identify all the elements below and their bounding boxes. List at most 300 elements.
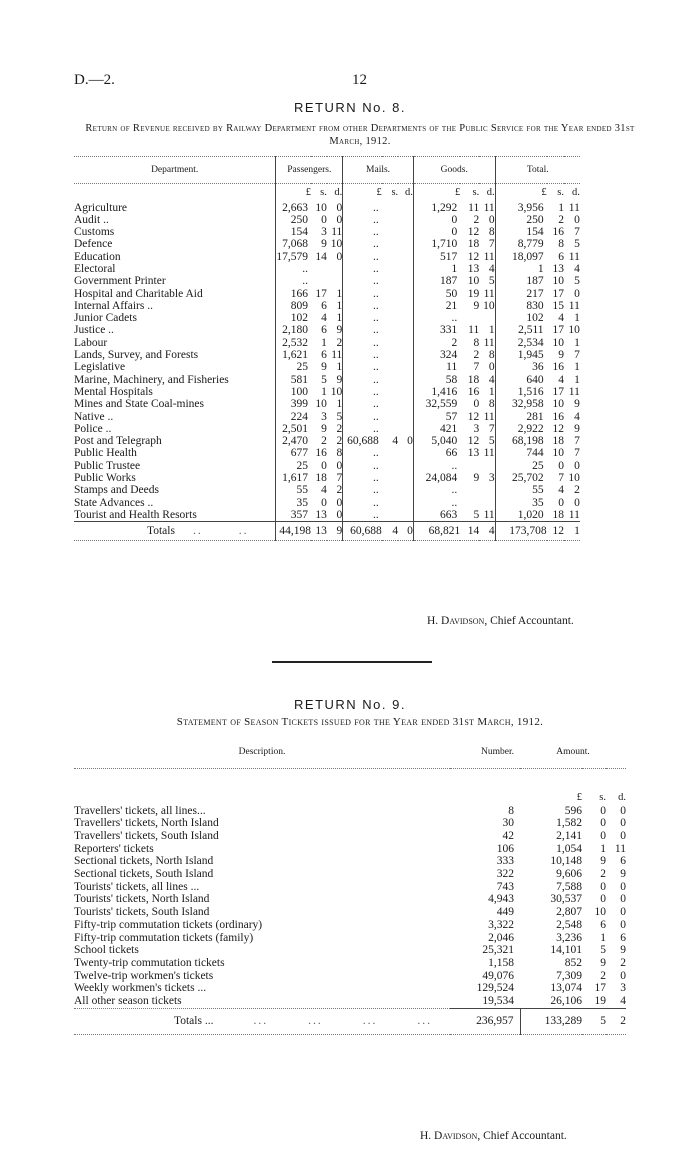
- grand-total-pounds: 173,708: [495, 522, 546, 541]
- goods-shillings: 11: [468, 201, 480, 214]
- goods-pounds: ..: [413, 484, 460, 496]
- mail-pence: [398, 312, 413, 324]
- goods-pounds: 1,710: [413, 238, 460, 250]
- table-row: [74, 472, 640, 484]
- table-row: [74, 312, 640, 324]
- total-pence: 5: [574, 275, 580, 288]
- mail-shillings: [382, 324, 398, 336]
- mail-pounds: ..: [343, 263, 382, 275]
- department-name: Public Health: [74, 447, 137, 460]
- goods-pence: 11: [483, 250, 495, 263]
- pass-pence: 9: [336, 324, 343, 337]
- total-shillings: 10: [552, 275, 564, 288]
- pass-pence: 1: [336, 361, 343, 374]
- department-name: Junior Cadets: [74, 312, 137, 325]
- total-pounds: 250: [495, 214, 546, 226]
- goods-pence: 11: [483, 508, 495, 521]
- ticket-number: 743: [496, 880, 514, 893]
- pass-pounds: 1,621: [276, 349, 311, 361]
- col-passengers: Passengers.: [276, 157, 343, 184]
- table-row: [74, 460, 640, 472]
- table-row: [74, 423, 640, 435]
- pass-shillings: 9: [321, 238, 327, 251]
- department-name: Police ..: [74, 422, 112, 435]
- goods-pounds: 11: [413, 361, 460, 373]
- goods-pence: 7: [488, 238, 495, 251]
- pass-pence: 0: [336, 508, 343, 521]
- signature-name: H. Davidson,: [420, 1130, 481, 1142]
- total-pounds: 55: [495, 484, 546, 496]
- goods-pounds: 0: [413, 226, 460, 238]
- total-shillings: 0: [558, 459, 564, 472]
- mail-pounds: ..: [343, 497, 382, 509]
- list-item: [74, 855, 626, 868]
- amount-pence: 0: [620, 969, 626, 982]
- ticket-number: 449: [496, 906, 514, 919]
- pass-pounds: ..: [276, 263, 311, 275]
- total-pence: 11: [568, 250, 580, 263]
- goods-pence: [479, 484, 495, 496]
- amount-pence: 0: [620, 880, 626, 893]
- ticket-description: All other season tickets: [74, 995, 182, 1008]
- total-amount-pounds: 133,289: [520, 1008, 582, 1034]
- amount-pence: 0: [620, 804, 626, 817]
- goods-shillings: 5: [473, 508, 480, 521]
- goods-pounds: 50: [413, 288, 460, 300]
- table-row: [74, 238, 640, 250]
- total-pence: 7: [574, 447, 580, 460]
- signature-name: H. Davidson,: [427, 615, 488, 627]
- pass-pence: 8: [336, 447, 343, 460]
- mail-pence: [398, 472, 413, 484]
- department-name: Customs: [74, 226, 115, 239]
- pass-pence: 7: [336, 472, 343, 485]
- total-shillings: 2: [558, 213, 564, 226]
- goods-pence: 11: [483, 201, 495, 214]
- ticket-description: Sectional tickets, South Island: [74, 868, 214, 881]
- ticket-description: Tourists' tickets, North Island: [74, 893, 210, 906]
- mail-pounds: ..: [343, 300, 382, 312]
- goods-pence: 8: [488, 349, 495, 362]
- amount-pounds: 596: [564, 804, 582, 817]
- total-shillings: 4: [558, 312, 564, 325]
- totals-label: Totals: [147, 525, 175, 538]
- ticket-number: 322: [496, 868, 514, 881]
- total-goods-shillings: 14: [460, 522, 479, 541]
- totals-row: Totals ... ... ... ... ... 236,957 133,289 5 2: [74, 1008, 626, 1034]
- table-row: [74, 411, 640, 423]
- mail-shillings: [382, 497, 398, 509]
- total-goods-pence: 4: [479, 522, 495, 541]
- table-row: [74, 324, 640, 336]
- pass-pounds: 35: [276, 497, 311, 509]
- table-row: [74, 398, 640, 410]
- mail-shillings: [382, 361, 398, 373]
- total-number: 236,957: [450, 1008, 520, 1034]
- mail-pence: [398, 484, 413, 496]
- amount-pence: 0: [620, 893, 626, 906]
- goods-pounds: 58: [413, 374, 460, 386]
- department-name: Education: [74, 250, 121, 263]
- lsd-pence: d.: [404, 186, 413, 198]
- mail-pence: [398, 509, 413, 522]
- mail-shillings: [382, 484, 398, 496]
- amount-pounds: 7,588: [556, 880, 582, 893]
- total-pence: 0: [574, 496, 580, 509]
- mail-pounds: ..: [343, 288, 382, 300]
- ticket-number: 42: [502, 829, 514, 842]
- pass-pounds: 809: [276, 300, 311, 312]
- pass-shillings: [311, 275, 327, 287]
- total-pounds: 68,198: [495, 435, 546, 447]
- mail-pence: [398, 386, 413, 398]
- goods-shillings: 18: [467, 373, 480, 386]
- amount-shillings: 0: [600, 880, 606, 893]
- pass-shillings: 6: [321, 349, 327, 362]
- total-goods-pounds: 68,821: [413, 522, 460, 541]
- mail-pence: [398, 349, 413, 361]
- col-goods: Goods.: [413, 157, 495, 184]
- lsd-shilling: s.: [557, 186, 564, 198]
- total-pounds: 1,516: [495, 386, 546, 398]
- mail-pence: [398, 460, 413, 472]
- total-shillings: 18: [552, 435, 564, 448]
- pass-pounds: 7,068: [276, 238, 311, 250]
- goods-pence: [479, 312, 495, 324]
- mail-pence: [398, 324, 413, 336]
- pass-pence: 2: [336, 435, 343, 448]
- table-row: [74, 374, 640, 386]
- goods-shillings: 9: [473, 472, 480, 485]
- mail-pounds: ..: [343, 509, 382, 522]
- total-pounds: 25: [495, 460, 546, 472]
- total-shillings: 16: [552, 410, 564, 423]
- list-item: [74, 932, 626, 945]
- mail-shillings: [382, 288, 398, 300]
- goods-pounds: 324: [413, 349, 460, 361]
- pass-pounds: 677: [276, 447, 311, 459]
- mail-pence: [398, 288, 413, 300]
- ticket-description: Tourists' tickets, all lines ...: [74, 880, 200, 893]
- list-item: [74, 893, 626, 906]
- goods-shillings: [460, 460, 479, 472]
- total-amount-pence: 2: [606, 1008, 626, 1034]
- total-pounds: 8,779: [495, 238, 546, 250]
- department-name: Marine, Machinery, and Fisheries: [74, 373, 229, 386]
- amount-pence: 11: [614, 842, 626, 855]
- ticket-number: 106: [496, 842, 514, 855]
- goods-pounds: 5,040: [413, 435, 460, 447]
- mail-shillings: [382, 509, 398, 522]
- goods-pounds: 32,559: [413, 398, 460, 410]
- mail-shillings: [382, 312, 398, 324]
- amount-pence: 0: [620, 906, 626, 919]
- total-shillings: 17: [552, 324, 564, 337]
- pass-shillings: 5: [321, 373, 327, 386]
- mail-pounds: ..: [343, 361, 382, 373]
- amount-pounds: 10,148: [550, 855, 582, 868]
- department-name: Justice ..: [74, 324, 114, 337]
- mail-pounds: 60,688: [343, 435, 382, 447]
- total-pence: 1: [574, 361, 580, 374]
- goods-pence: [479, 497, 495, 509]
- department-name: Electoral: [74, 262, 116, 275]
- mail-shillings: [382, 238, 398, 250]
- department-name: Lands, Survey, and Forests: [74, 349, 199, 362]
- total-pence: 0: [574, 459, 580, 472]
- total-mail-pence: 0: [398, 522, 413, 541]
- total-pounds: 1: [495, 263, 546, 275]
- ticket-number: 333: [496, 855, 514, 868]
- amount-pounds: 9,606: [556, 868, 582, 881]
- pass-pounds: 250: [276, 214, 311, 226]
- mail-pounds: ..: [343, 312, 382, 324]
- list-item: [74, 995, 626, 1008]
- total-shillings: 16: [552, 226, 564, 239]
- ticket-number: 49,076: [482, 969, 514, 982]
- goods-pence: 4: [488, 262, 495, 275]
- total-shillings: 13: [552, 262, 564, 275]
- mail-shillings: 4: [392, 435, 399, 448]
- ticket-description: Weekly workmen's tickets ...: [74, 982, 207, 995]
- amount-pounds: 30,537: [550, 893, 582, 906]
- list-item: [74, 970, 626, 983]
- pass-pounds: 2,663: [276, 202, 311, 214]
- pass-shillings: 6: [321, 324, 327, 337]
- goods-pence: 0: [488, 213, 495, 226]
- amount-pounds: 3,236: [556, 931, 582, 944]
- mail-pence: [398, 251, 413, 263]
- mail-pence: [398, 214, 413, 226]
- pass-pounds: 154: [276, 226, 311, 238]
- goods-shillings: [460, 312, 479, 324]
- col-description: Description.: [74, 736, 450, 769]
- goods-shillings: 11: [468, 324, 480, 337]
- mail-shillings: [382, 460, 398, 472]
- pass-pence: 5: [336, 410, 343, 423]
- mail-pounds: ..: [343, 337, 382, 349]
- return9-title: RETURN No. 9.: [294, 697, 406, 712]
- total-shillings: 10: [552, 336, 564, 349]
- ticket-description: Travellers' tickets, South Island: [74, 829, 219, 842]
- mail-pence: [398, 411, 413, 423]
- mail-shillings: [382, 226, 398, 238]
- amount-pounds: 1,582: [556, 817, 582, 830]
- table-row: [74, 251, 640, 263]
- table-row: [74, 226, 640, 238]
- totals-label: Totals ...: [174, 1014, 214, 1027]
- goods-pounds: 24,084: [413, 472, 460, 484]
- mail-pounds: ..: [343, 238, 382, 250]
- page-number: 12: [352, 72, 367, 88]
- pass-pence: 10: [330, 385, 343, 398]
- pass-pence: 2: [336, 484, 343, 497]
- pass-shillings: 16: [315, 447, 327, 460]
- table-row: [74, 300, 640, 312]
- grand-total-pence: 1: [564, 522, 580, 541]
- mail-pounds: ..: [343, 324, 382, 336]
- return8-subtitle: Return of Revenue received by Railway Department from other Departments of the Public Service for the Year ended 31st March, 1912.: [85, 123, 635, 147]
- lsd-shilling: s.: [320, 186, 327, 198]
- goods-pence: 8: [488, 226, 495, 239]
- goods-shillings: 12: [467, 410, 480, 423]
- department-name: Defence: [74, 238, 113, 251]
- total-pounds: 744: [495, 447, 546, 459]
- mail-shillings: [382, 263, 398, 275]
- goods-shillings: 12: [467, 435, 480, 448]
- amount-shillings: 10: [594, 906, 606, 919]
- pass-shillings: 6: [321, 299, 327, 312]
- ticket-description: School tickets: [74, 944, 139, 957]
- list-item: [74, 906, 626, 919]
- lsd-pound: £: [495, 184, 546, 202]
- amount-pence: 9: [620, 868, 626, 881]
- goods-shillings: 2: [473, 349, 480, 362]
- amount-shillings: 9: [600, 855, 606, 868]
- amount-pence: 0: [620, 918, 626, 931]
- goods-shillings: 10: [467, 275, 480, 288]
- mail-pence: [398, 275, 413, 287]
- goods-pence: 8: [488, 398, 495, 411]
- department-name: Hospital and Charitable Aid: [74, 287, 203, 300]
- total-shillings: 1: [558, 201, 564, 214]
- signature-title: Chief Accountant.: [490, 615, 574, 627]
- amount-pence: 4: [620, 995, 626, 1008]
- mail-shillings: [382, 423, 398, 435]
- pass-pence: [327, 263, 343, 275]
- goods-pounds: 663: [413, 509, 460, 522]
- pass-pounds: 224: [276, 411, 311, 423]
- total-pounds: 1,020: [495, 509, 546, 522]
- goods-pounds: 21: [413, 300, 460, 312]
- pass-shillings: [311, 263, 327, 275]
- pass-pounds: 102: [276, 312, 311, 324]
- table-row: [74, 349, 640, 361]
- pass-pence: 11: [331, 226, 343, 239]
- total-shillings: 8: [558, 238, 564, 251]
- goods-pounds: 1,416: [413, 386, 460, 398]
- pass-shillings: 4: [321, 312, 327, 325]
- pass-shillings: 3: [321, 410, 327, 423]
- lsd-shilling: s.: [391, 186, 399, 198]
- total-shillings: 7: [558, 472, 564, 485]
- list-item: [74, 919, 626, 932]
- department-name: Internal Affairs ..: [74, 299, 153, 312]
- mail-shillings: [382, 337, 398, 349]
- mail-pence: [398, 374, 413, 386]
- mail-pounds: ..: [343, 411, 382, 423]
- amount-pounds: 26,106: [550, 995, 582, 1008]
- table-row: [74, 214, 640, 226]
- department-name: Agriculture: [74, 201, 128, 214]
- table-row: [74, 447, 640, 459]
- pass-shillings: 10: [315, 398, 327, 411]
- department-name: Legislative: [74, 361, 126, 374]
- list-item: [74, 944, 626, 957]
- goods-pence: 11: [483, 336, 495, 349]
- signature-title: Chief Accountant.: [483, 1130, 567, 1142]
- goods-pounds: 517: [413, 251, 460, 263]
- goods-shillings: [460, 497, 479, 509]
- table-row: [74, 484, 640, 496]
- lsd-pence: d.: [334, 186, 343, 198]
- total-mail-shillings: 4: [382, 522, 398, 541]
- pass-pounds: 2,470: [276, 435, 311, 447]
- goods-pounds: 57: [413, 411, 460, 423]
- total-pounds: 187: [495, 275, 546, 287]
- ticket-description: Fifty-trip commutation tickets (ordinary): [74, 918, 263, 931]
- lsd-pound: £: [413, 184, 460, 202]
- mail-shillings: [382, 447, 398, 459]
- amount-shillings: 1: [600, 931, 606, 944]
- pass-pounds: 2,180: [276, 324, 311, 336]
- department-name: Stamps and Deeds: [74, 484, 159, 497]
- season-tickets-table: [74, 736, 626, 1035]
- section-divider: [272, 661, 432, 663]
- goods-shillings: 12: [467, 250, 480, 263]
- amount-pounds: 13,074: [550, 982, 582, 995]
- pass-pounds: 100: [276, 386, 311, 398]
- pass-pounds: 357: [276, 509, 311, 522]
- goods-pounds: 0: [413, 214, 460, 226]
- lsd-pence: d.: [618, 791, 626, 803]
- total-pence: 11: [568, 299, 580, 312]
- lsd-shilling: s.: [599, 791, 606, 803]
- mail-pounds: ..: [343, 251, 382, 263]
- goods-shillings: 8: [473, 336, 480, 349]
- amount-pounds: 2,141: [556, 829, 582, 842]
- table-row: [74, 263, 640, 275]
- table-row: [74, 361, 640, 373]
- department-name: Public Trustee: [74, 459, 141, 472]
- pass-pounds: 17,579: [276, 251, 311, 263]
- total-pence: 1: [574, 312, 580, 325]
- col-amount: Amount.: [520, 736, 626, 769]
- pass-shillings: 10: [315, 201, 327, 214]
- lsd-pound: £: [343, 184, 382, 202]
- list-item: [74, 830, 626, 843]
- total-shillings: 10: [552, 398, 564, 411]
- pass-pounds: 581: [276, 374, 311, 386]
- goods-shillings: 9: [473, 299, 480, 312]
- total-pence: 2: [574, 484, 580, 497]
- goods-pence: [479, 460, 495, 472]
- mail-shillings: [382, 374, 398, 386]
- mail-shillings: [382, 398, 398, 410]
- total-pounds: 36: [495, 361, 546, 373]
- return8-signature: [427, 615, 574, 627]
- amount-shillings: 19: [594, 995, 606, 1008]
- pass-pence: 11: [331, 349, 343, 362]
- pass-pounds: 25: [276, 460, 311, 472]
- amount-shillings: 6: [600, 918, 606, 931]
- total-pence: 11: [568, 201, 580, 214]
- total-shillings: 18: [552, 508, 564, 521]
- goods-pounds: 331: [413, 324, 460, 336]
- ticket-number: 3,322: [488, 918, 514, 931]
- col-mails: Mails.: [343, 157, 414, 184]
- goods-pounds: ..: [413, 460, 460, 472]
- department-name: Tourist and Health Resorts: [74, 508, 197, 521]
- total-shillings: 0: [558, 496, 564, 509]
- mail-pence: [398, 447, 413, 459]
- pass-pence: 1: [336, 398, 343, 411]
- mail-pounds: ..: [343, 398, 382, 410]
- amount-shillings: 0: [600, 804, 606, 817]
- amount-shillings: 5: [600, 944, 606, 957]
- department-name: Native ..: [74, 410, 114, 423]
- pass-pence: 2: [336, 336, 343, 349]
